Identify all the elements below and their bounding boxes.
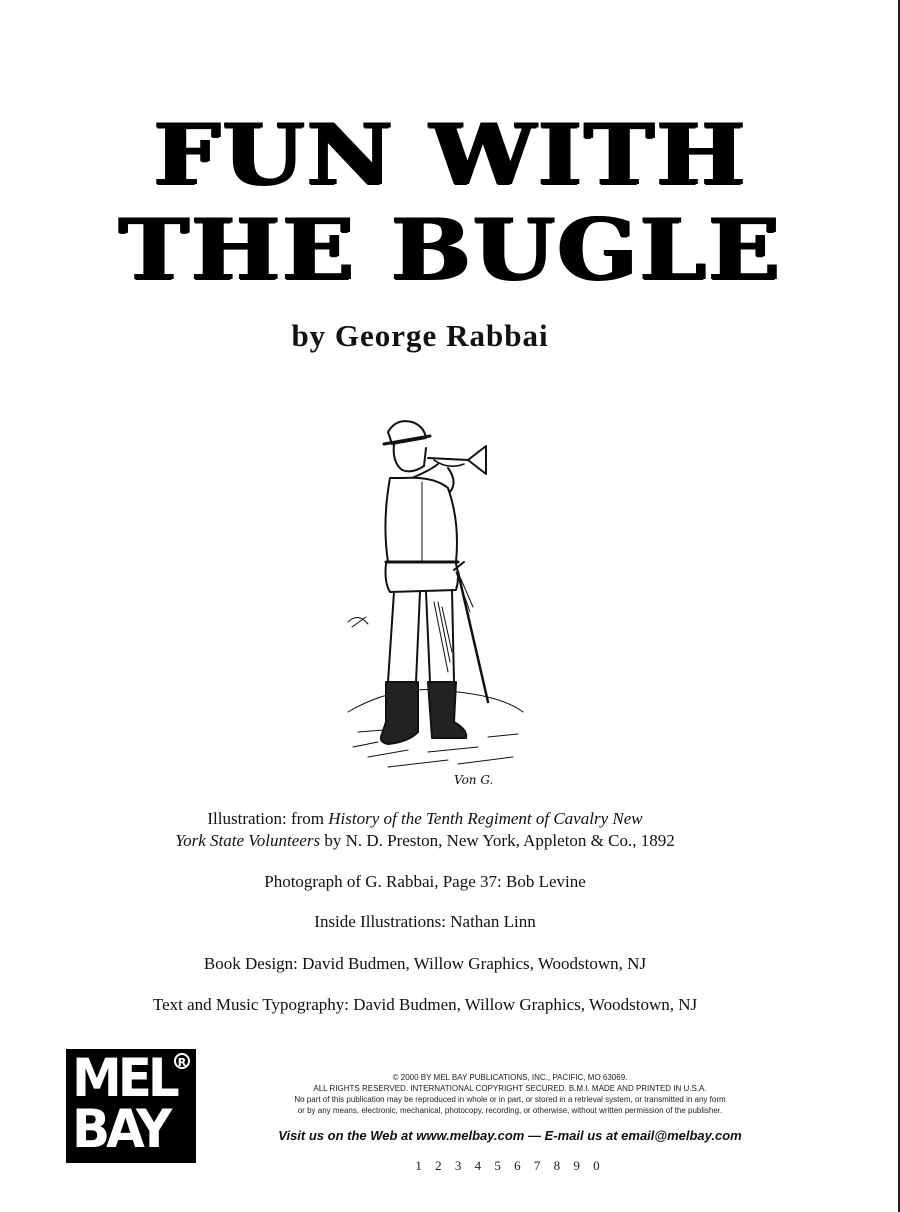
- title-line-1: FUN WITH: [152, 105, 748, 204]
- mel-bay-logo: [66, 1049, 196, 1163]
- title-line-2: THE BUGLE: [118, 200, 782, 299]
- registered-mark-icon: R: [174, 1053, 190, 1069]
- web-email-line: Visit us on the Web at www.melbay.com — E-mail us at email@melbay.com: [278, 1128, 742, 1143]
- book-design-credit: Book Design: David Budmen, Willow Graphics, Woodstown, NJ: [203, 954, 647, 973]
- author-byline: by George Rabbai: [291, 318, 549, 353]
- print-line: 1 2 3 4 5 6 7 8 9 0: [415, 1158, 605, 1173]
- illustration-credit-suffix: by N. D. Preston, New York, Appleton & Co., 1892: [320, 831, 675, 850]
- copyright-line-2: ALL RIGHTS RESERVED. INTERNATIONAL COPYRIGHT SECURED. B.M.I. MADE AND PRINTED IN U.S.A.: [313, 1084, 707, 1093]
- photograph-credit: Photograph of G. Rabbai, Page 37: Bob Levine: [264, 872, 586, 891]
- bugler-illustration: [338, 412, 528, 792]
- illustration-credit-book-title-2: York State Volunteers: [175, 831, 321, 850]
- illustration-signature: Von G.: [454, 773, 494, 787]
- illustration-credit-prefix: Illustration: from: [207, 809, 329, 828]
- inside-illustrations-credit: Inside Illustrations: Nathan Linn: [314, 912, 536, 931]
- logo-line-1: MEL: [72, 1047, 176, 1109]
- copyright-line-1: © 2000 BY MEL BAY PUBLICATIONS, INC., PACIFIC, MO 63069.: [392, 1073, 628, 1082]
- logo-line-2: BAY: [72, 1098, 169, 1160]
- illustration-credit: [0, 808, 850, 852]
- typography-credit: Text and Music Typography: David Budmen, Willow Graphics, Woodstown, NJ: [152, 995, 698, 1014]
- copyright-line-4: or by any means, electronic, mechanical, photocopy, recording, or otherwise, without written permission of the publisher.: [297, 1106, 723, 1115]
- illustration-credit-book-title-1: History of the Tenth Regiment of Cavalry New: [328, 809, 643, 828]
- copyright-line-3: No part of this publication may be reproduced in whole or in part, or stored in a retrieval system, or transmitted in any form: [294, 1095, 726, 1104]
